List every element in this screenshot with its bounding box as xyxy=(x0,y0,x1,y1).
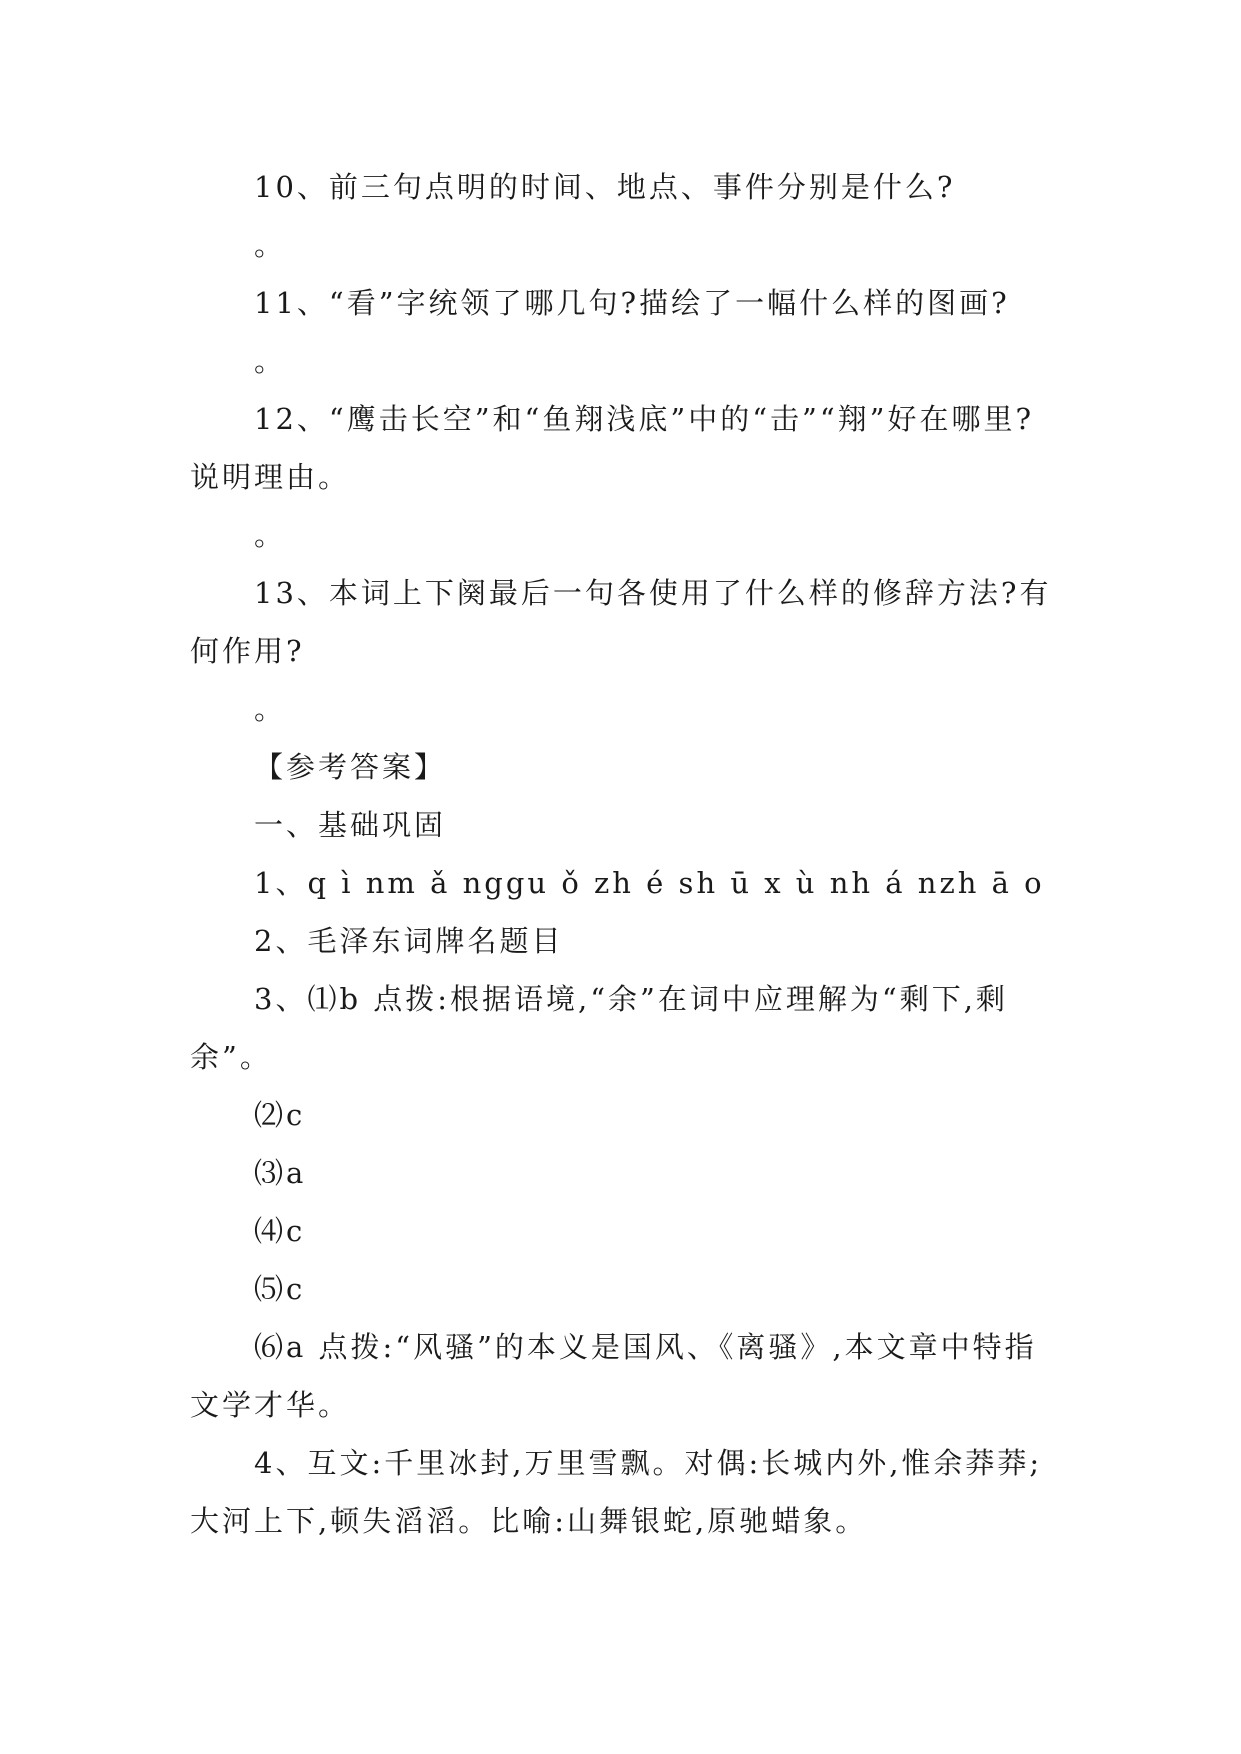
answer-blank-13: 。 xyxy=(254,692,287,726)
answer-4: 4、互文:千里冰封,万里雪飘。对偶:长城内外,惟余莽莽;大河上下,顿失滔滔。比喻:山舞银蛇,原驰蜡象。 xyxy=(190,1446,1043,1538)
document-body xyxy=(190,158,1060,1550)
answer-3-2: ⑵c xyxy=(254,1098,306,1132)
answer-blank-12: 。 xyxy=(254,518,287,552)
answer-3-1: 3、⑴b 点拨:根据语境,“余”在词中应理解为“剩下,剩余”。 xyxy=(190,982,1008,1074)
answer-1: 1、q ì nm ǎ nggu ǒ zh é sh ū x ù nh á nzh ā o xyxy=(254,866,1045,900)
question-11: 11、“看”字统领了哪几句?描绘了一幅什么样的图画? xyxy=(254,286,1010,320)
answer-3-6: ⑹a 点拨:“风骚”的本义是国风、《离骚》,本文章中特指文学才华。 xyxy=(190,1330,1037,1422)
answer-blank-11: 。 xyxy=(254,344,287,378)
answer-blank-10: 。 xyxy=(254,228,287,262)
answer-3-3: ⑶a xyxy=(254,1156,307,1190)
question-10: 10、前三句点明的时间、地点、事件分别是什么? xyxy=(254,170,956,204)
question-12: 12、“鹰击长空”和“鱼翔浅底”中的“击”“翔”好在哪里?说明理由。 xyxy=(190,402,1035,494)
reference-answers-heading: 【参考答案】 xyxy=(254,750,447,784)
question-13: 13、本词上下阕最后一句各使用了什么样的修辞方法?有何作用? xyxy=(190,576,1052,668)
answer-2: 2、毛泽东词牌名题目 xyxy=(254,924,564,958)
section-heading-basics: 一、基础巩固 xyxy=(254,808,447,842)
answer-3-5: ⑸c xyxy=(254,1272,306,1306)
answer-3-4: ⑷c xyxy=(254,1214,306,1248)
